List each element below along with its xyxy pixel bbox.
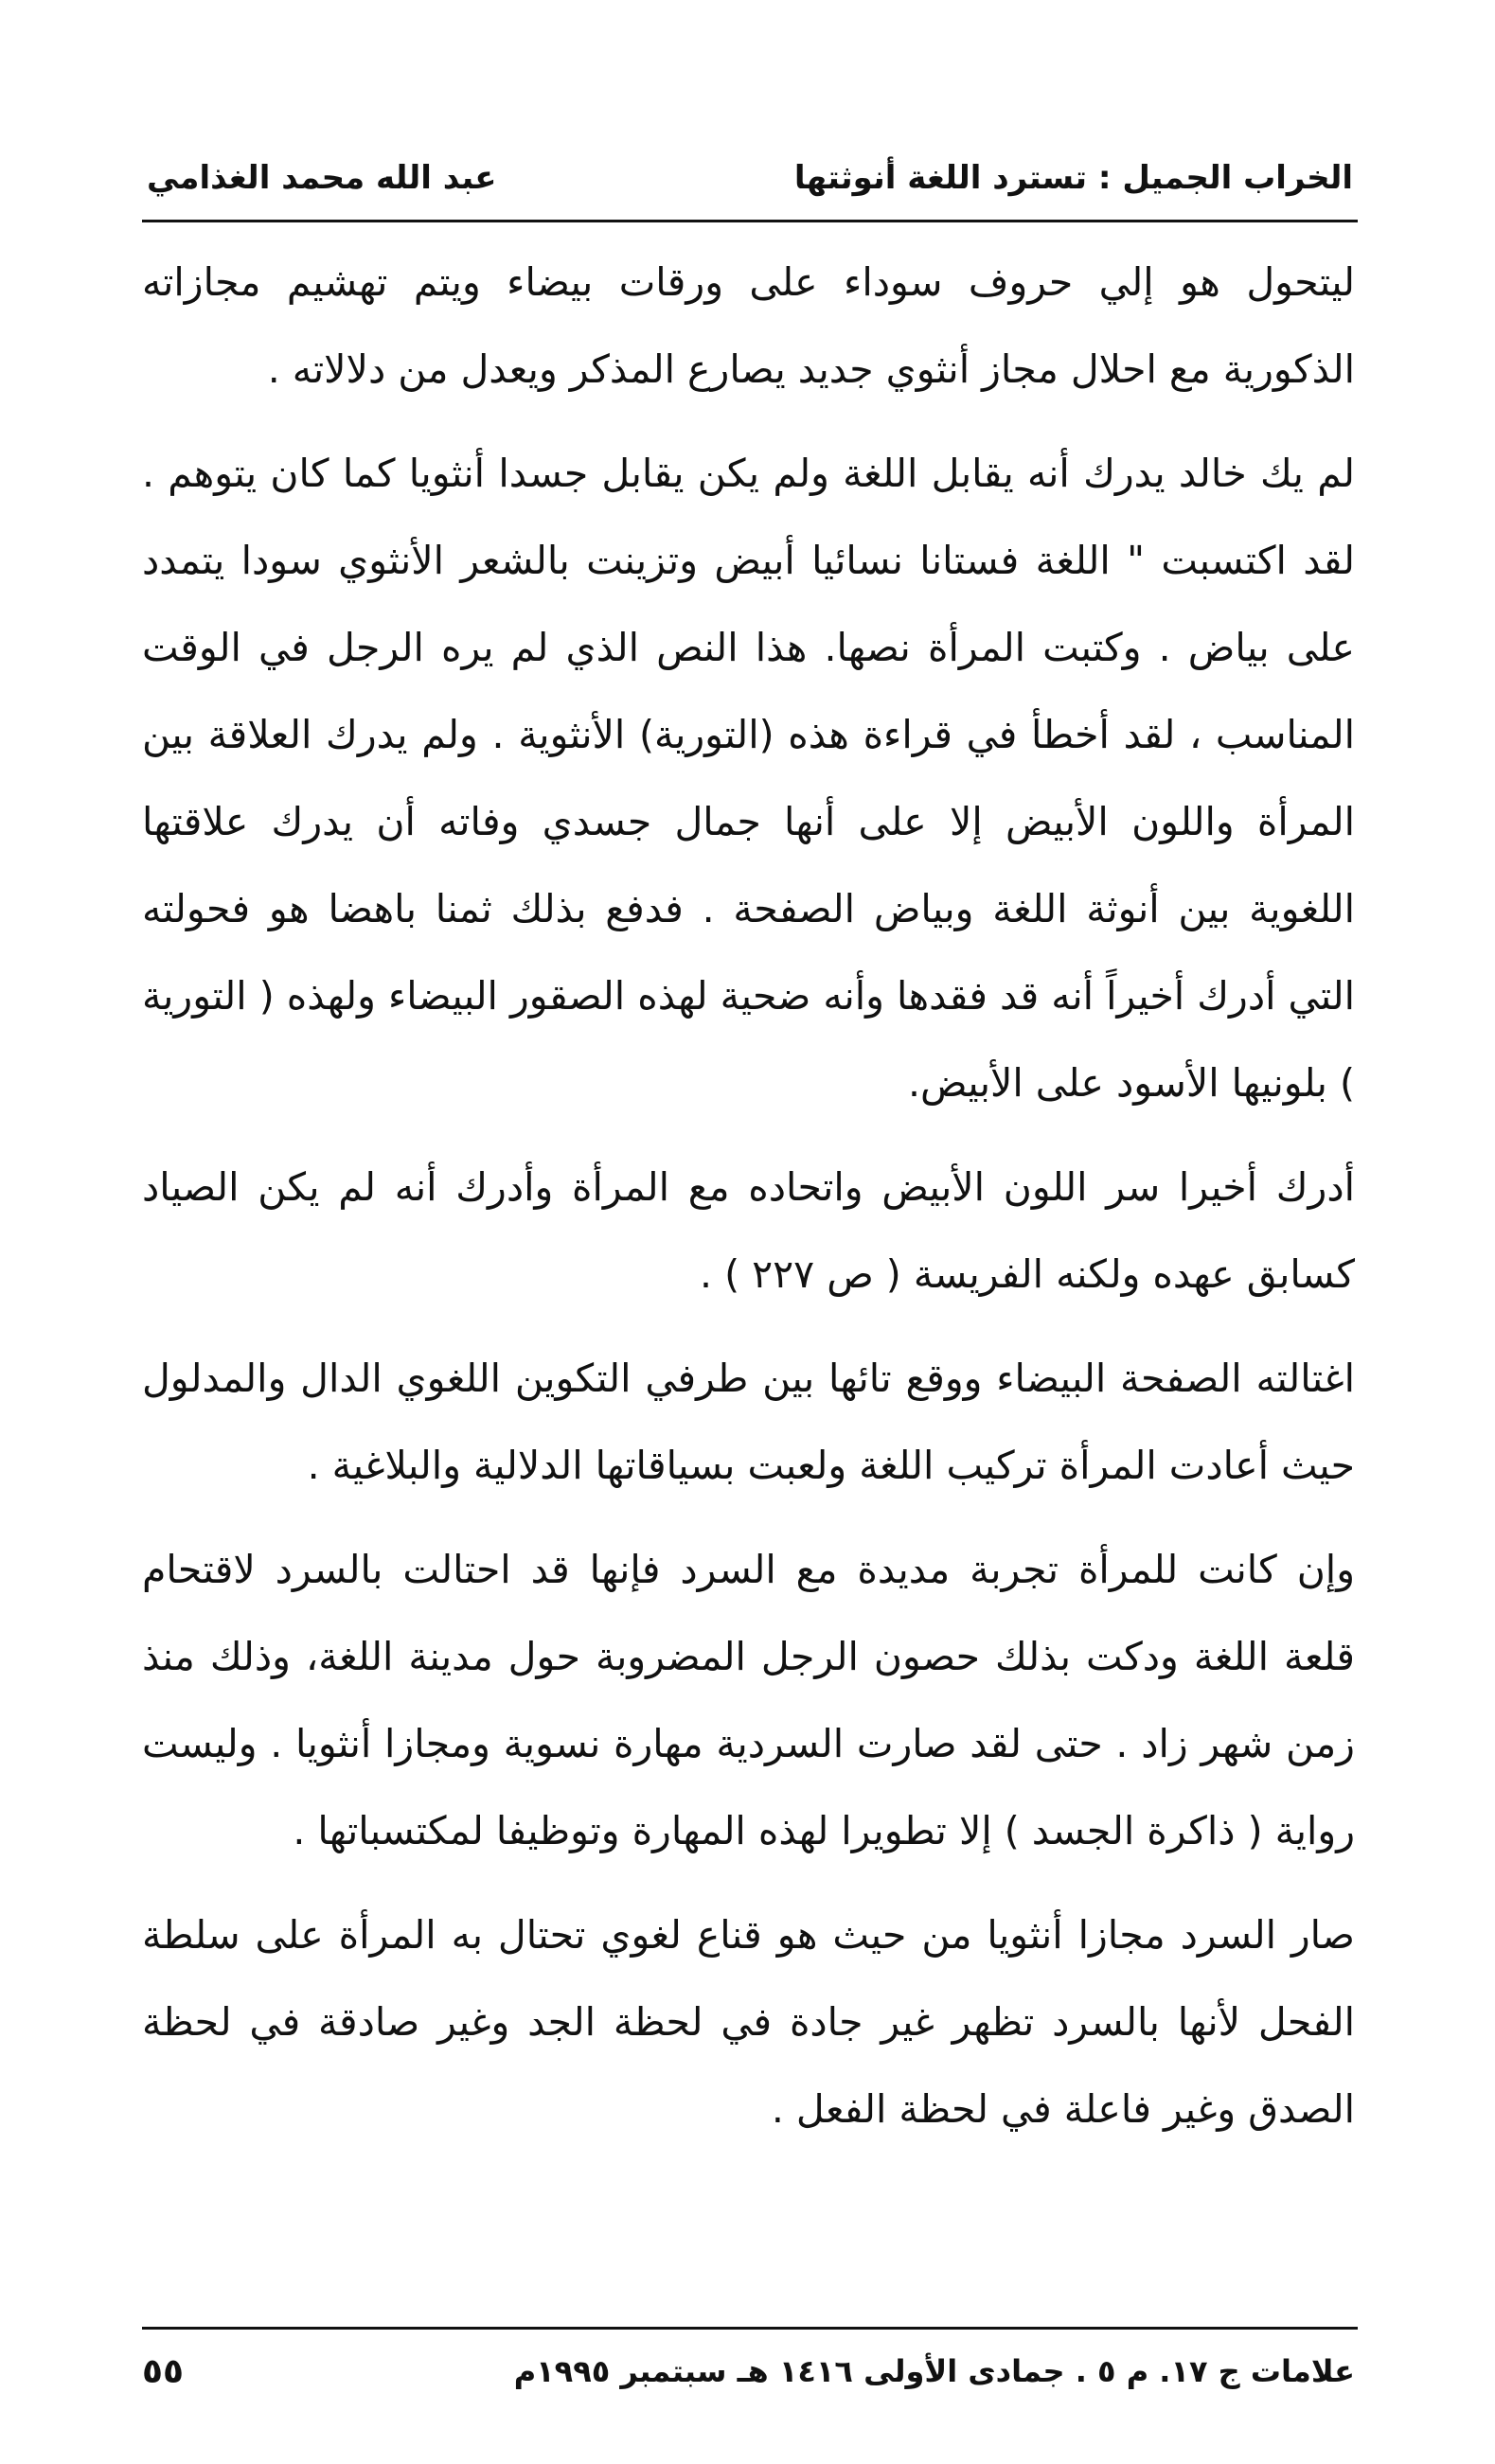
paragraph: أدرك أخيرا سر اللون الأبيض واتحاده مع المرأة وأدرك أنه لم يكن الصياد كسابق عهده ولكنه الفريسة ( ص ٢٢٧ ) .: [142, 1164, 1355, 1297]
footer-journal: علامات ج ١٧. م ٥ . جمادى الأولى ١٤١٦ هـ سبتمبر ١٩٩٥م: [513, 2353, 1355, 2389]
header-rule: [142, 220, 1358, 222]
page-number: ٥٥: [142, 2351, 184, 2391]
header-author: عبد الله محمد الغذامي: [147, 159, 497, 197]
paragraph: صار السرد مجازا أنثويا من حيث هو قناع لغوي تحتال به المرأة على سلطة الفحل لأنها بالسرد تظهر غير جادة في لحظة الجد وغير صادقة في لحظة الصدق وغير فاعلة في لحظة الفعل .: [142, 1912, 1355, 2132]
paragraph: لم يك خالد يدرك أنه يقابل اللغة ولم يكن يقابل جسدا أنثويا كما كان يتوهم . لقد اكتسبت " اللغة فستانا نسائيا أبيض وتزينت بالشعر الأنثوي سودا يتمدد على بياض . وكتبت المرأة نصها. هذا النص الذي لم يره الرجل في الوقت المناسب ، لقد أخطأ في قراءة هذه (التورية) الأنثوية . ولم يدرك العلاقة بين المرأة واللون الأبيض إلا على أنها جمال جسدي وفاته أن يدرك علاقتها اللغوية بين أنوثة اللغة وبياض الصفحة . فدفع بذلك ثمنا باهضا هو فحولته التي أدرك أخيراً أنه قد فقدها وأنه ضحية لهذه الصقور البيضاء ولهذه ( التورية ) بلونيها الأسود على الأبيض.: [142, 451, 1355, 1106]
paragraph: اغتالته الصفحة البيضاء ووقع تائها بين طرفي التكوين اللغوي الدال والمدلول حيث أعادت المرأة تركيب اللغة ولعبت بسياقاتها الدلالية والبلاغية .: [142, 1356, 1355, 1488]
paragraph: ليتحول هو إلي حروف سوداء على ورقات بيضاء ويتم تهشيم مجازاته الذكورية مع احلال مجاز أنثوي جديد يصارع المذكر ويعدل من دلالاته .: [142, 259, 1355, 392]
running-footer: [142, 2338, 1355, 2404]
paragraph: وإن كانت للمرأة تجربة مديدة مع السرد فإنها قد احتالت بالسرد لاقتحام قلعة اللغة ودكت بذلك حصون الرجل المضروبة حول مدينة اللغة، وذلك منذ زمن شهر زاد . حتى لقد صارت السردية مهارة نسوية ومجازا أنثويا . وليست رواية ( ذاكرة الجسد ) إلا تطويرا لهذه المهارة وتوظيفا لمكتسباتها .: [142, 1547, 1355, 1853]
body-text: [142, 239, 1355, 2170]
footer-rule: [142, 2327, 1358, 2330]
header-title: الخراب الجميل : تسترد اللغة أنوثتها: [793, 159, 1353, 197]
running-header: [147, 150, 1353, 206]
